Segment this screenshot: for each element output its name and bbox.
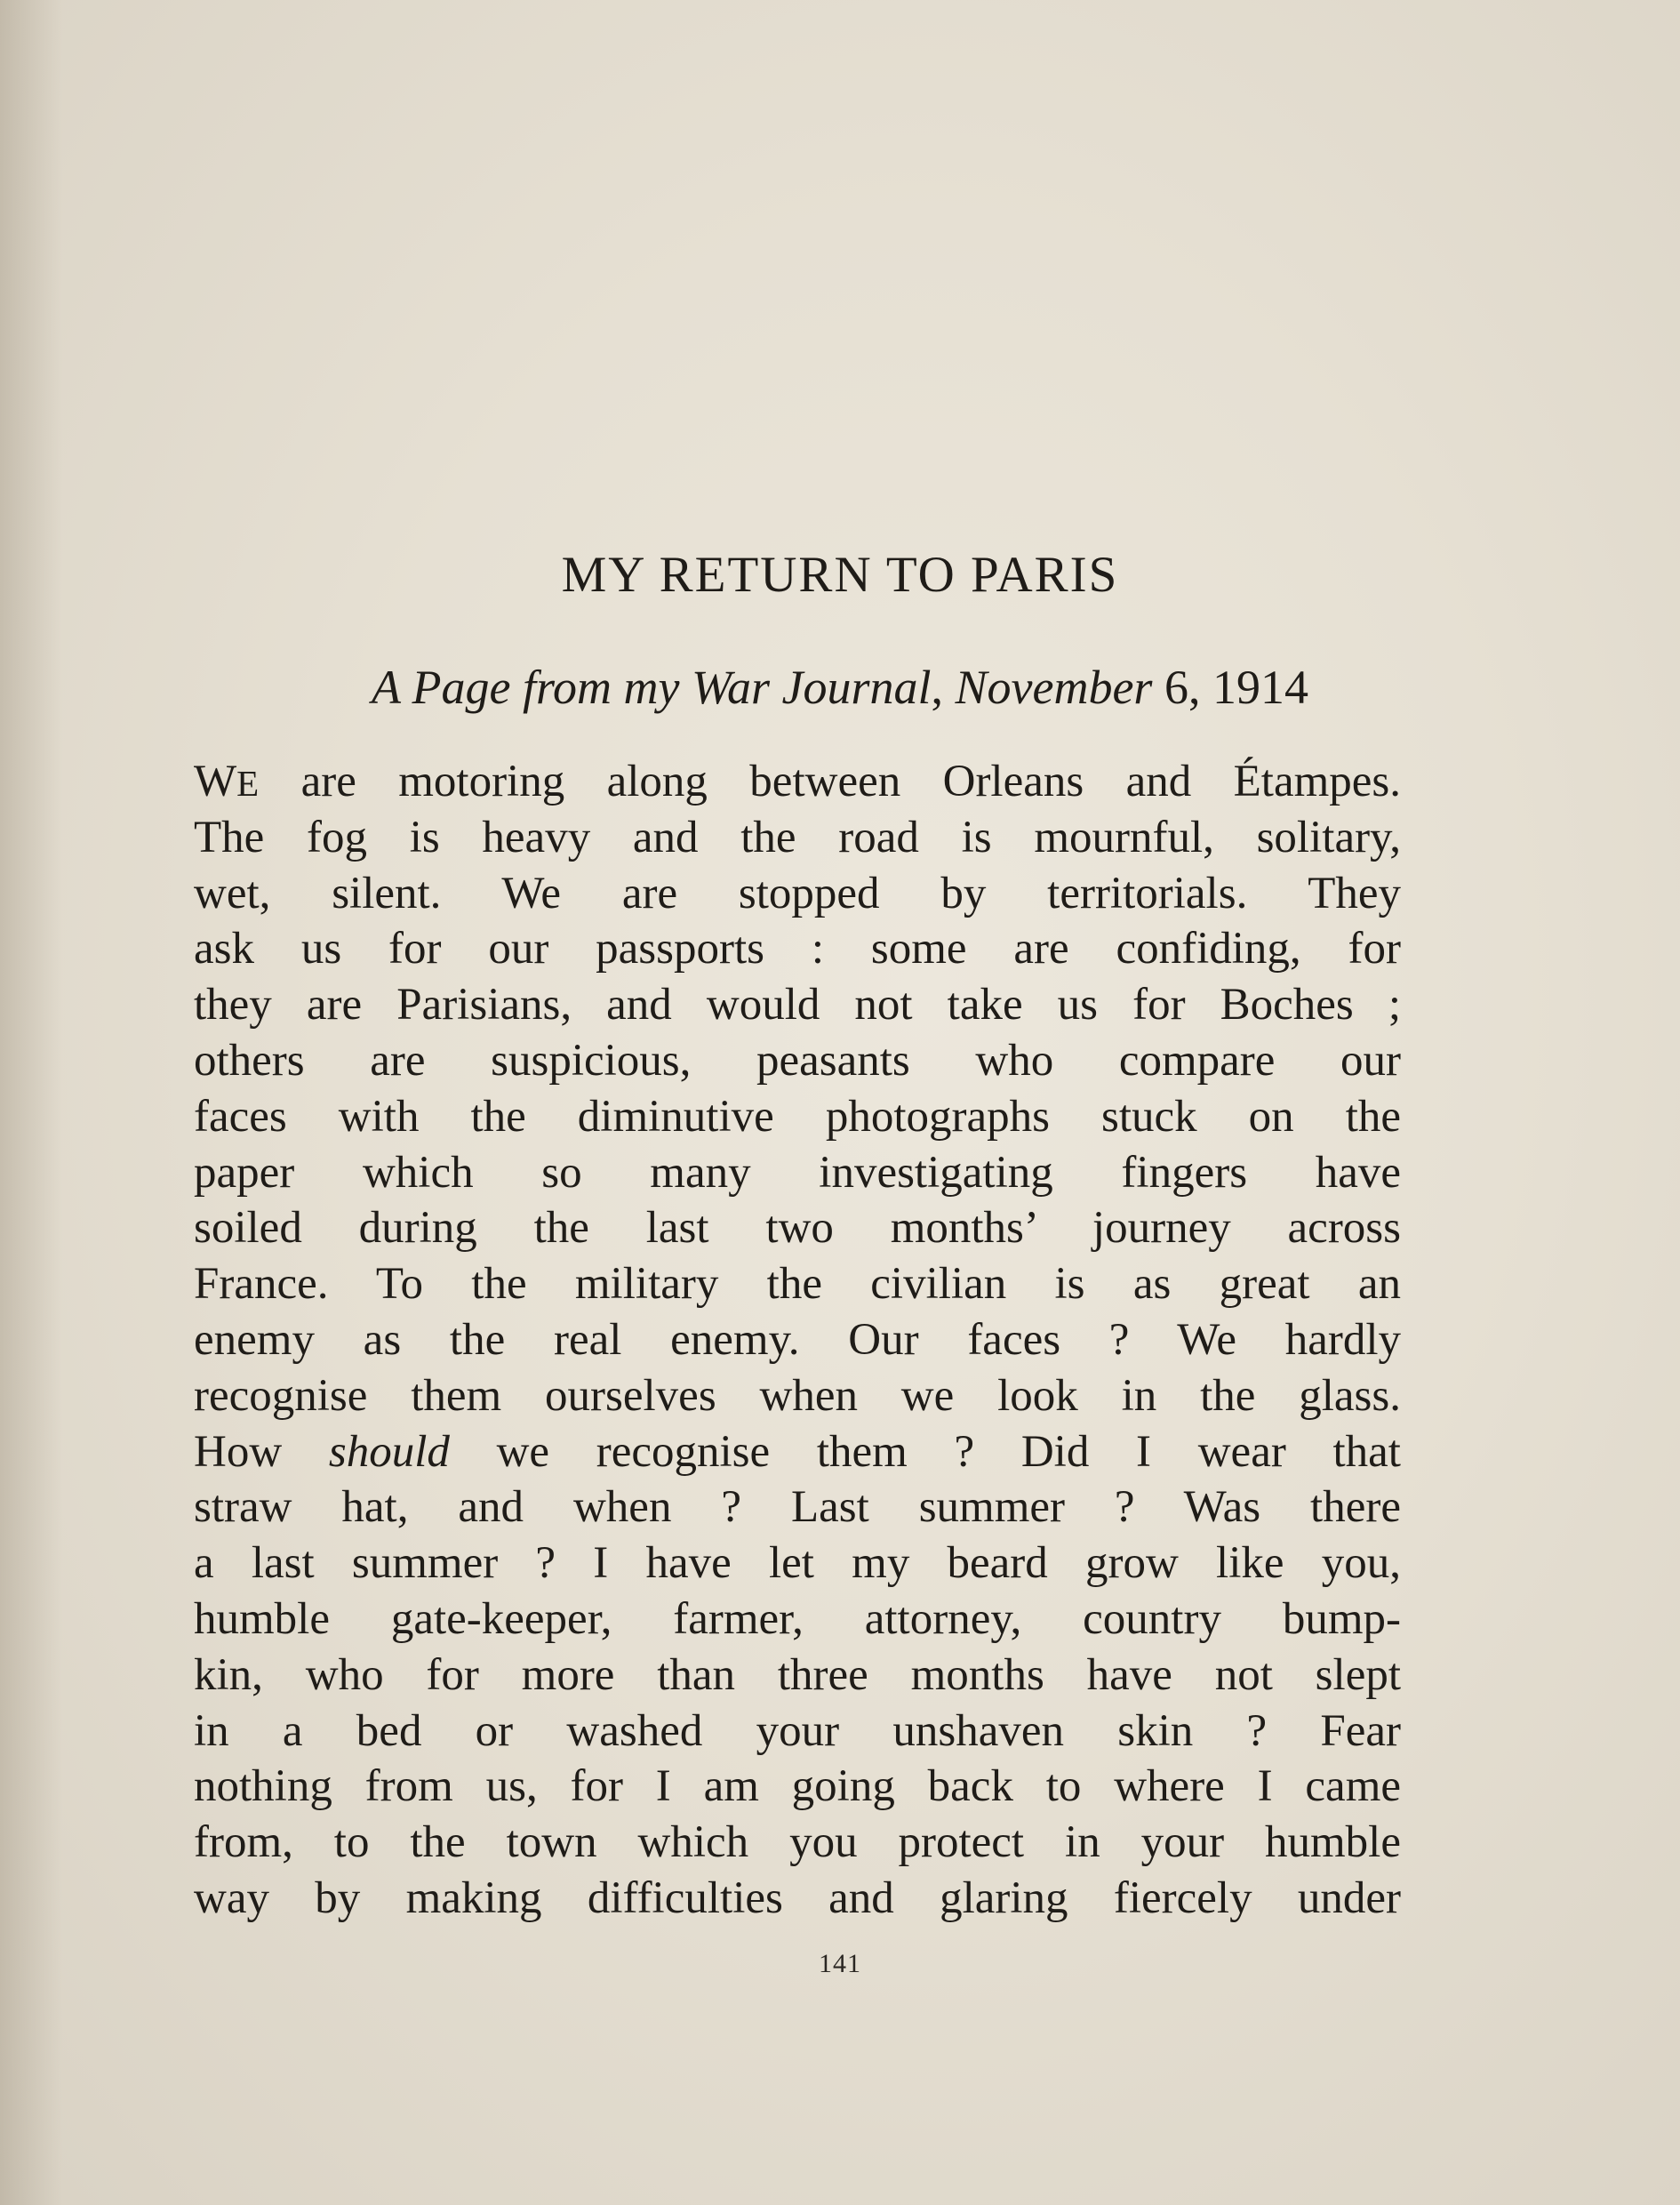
body-text [194, 754, 1401, 1927]
subtitle-separator: , [931, 661, 956, 714]
text-line: ask us for our passports : some are confiding, for [194, 924, 1401, 974]
chapter-subtitle [0, 656, 1680, 718]
text-line: way by making difficulties and glaring fiercely under [194, 1872, 1401, 1923]
text-line: kin, who for more than three months have not slept [194, 1649, 1401, 1700]
text-line: from, to the town which you protect in your humble [194, 1817, 1401, 1868]
text-line: How should we recognise them ? Did I wear that [194, 1426, 1401, 1477]
page-number: 141 [819, 1949, 861, 1978]
text-line: WE are motoring along between Orleans and Étampes. [194, 757, 1401, 806]
text-line: paper which so many investigating fingers have [194, 1147, 1401, 1198]
text-line: soiled during the last two months’ journey across [194, 1203, 1401, 1254]
text-line: they are Parisians, and would not take us for Boches ; [194, 980, 1401, 1030]
text-line: recognise them ourselves when we look in the glass. [194, 1370, 1401, 1421]
text-line: France. To the military the civilian is as great an [194, 1259, 1401, 1310]
text-line: others are suspicious, peasants who compare our [194, 1035, 1401, 1086]
drop-initial: W [194, 757, 237, 806]
text-line: wet, silent. We are stopped by territorials. They [194, 868, 1401, 918]
subtitle-date: 6, 1914 [1152, 661, 1308, 714]
text-line: straw hat, and when ? Last summer ? Was there [194, 1482, 1401, 1533]
text-line: in a bed or washed your unshaven skin ? Fear [194, 1705, 1401, 1756]
chapter-title: MY RETURN TO PARIS [561, 547, 1119, 603]
text-line: humble gate-keeper, farmer, attorney, country bump- [194, 1593, 1401, 1644]
italic-emphasis: should [328, 1426, 450, 1477]
text-line: a last summer ? I have let my beard grow like you, [194, 1538, 1401, 1589]
small-caps-rest: E [236, 763, 260, 804]
subtitle-month: November [955, 661, 1153, 714]
text-line: nothing from us, for I am going back to where I came [194, 1761, 1401, 1812]
text-line: faces with the diminutive photographs stuck on the [194, 1091, 1401, 1142]
text-line: enemy as the real enemy. Our faces ? We hardly [194, 1314, 1401, 1365]
subtitle-italic-part: A Page from my War Journal [372, 661, 932, 714]
text-line: The fog is heavy and the road is mournful, solitary, [194, 812, 1401, 862]
page-gutter-shadow [0, 0, 62, 2205]
